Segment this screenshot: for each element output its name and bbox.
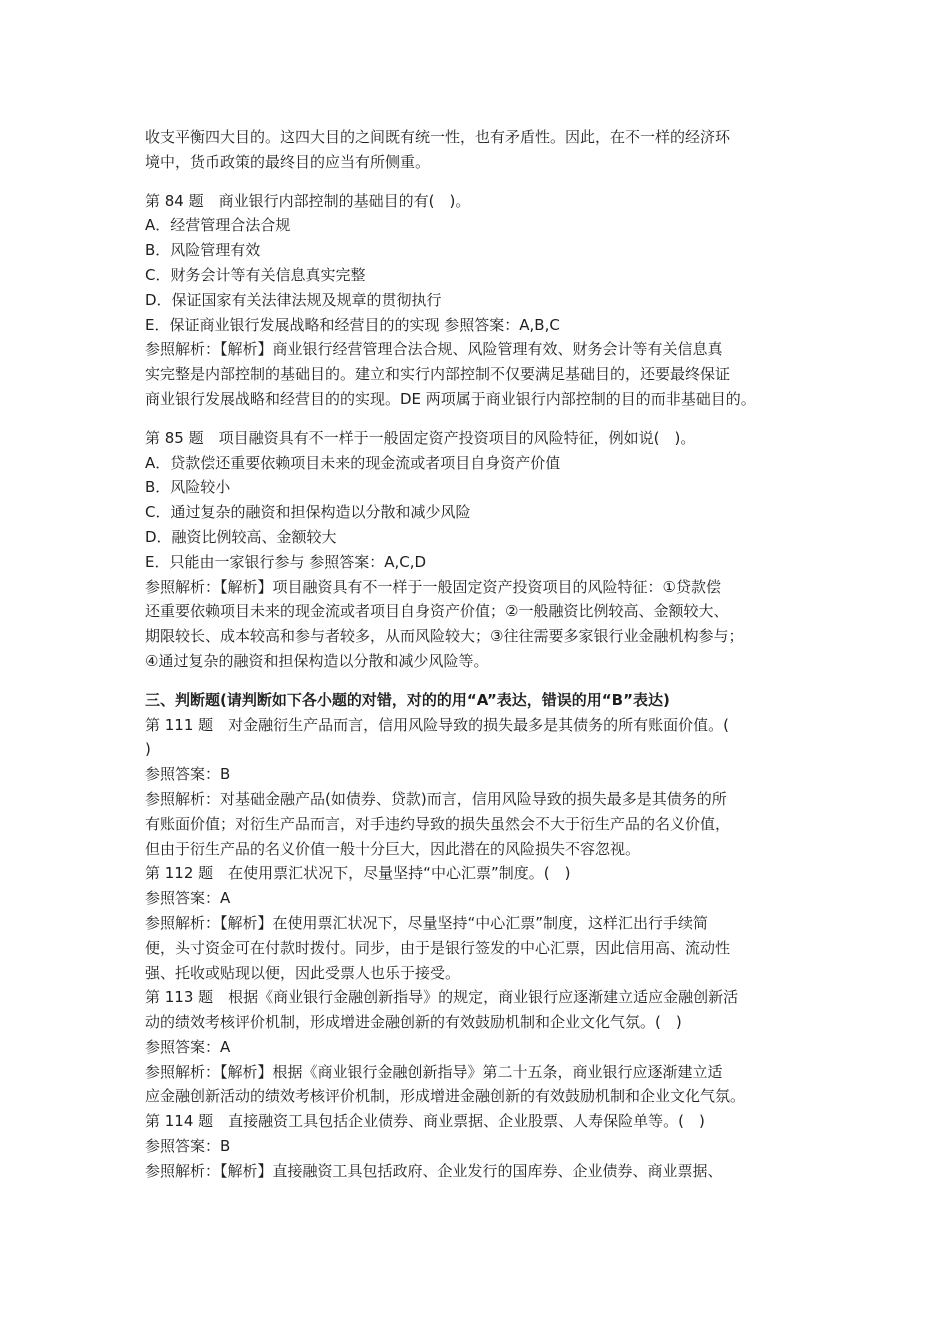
question-114-title: 第 114 题 直接融资工具包括企业债券、商业票据、企业股票、人寿保险单等。( ) [145, 1112, 705, 1131]
question-113-answer: 参照答案：A [145, 1037, 231, 1056]
text-line: 境中，货币政策的最终目的应当有所侧重。 [145, 152, 431, 171]
question-114-analysis: 参照解析：【解析】直接融资工具包括政府、企业发行的国库券、企业债券、商业票据、 [145, 1161, 723, 1180]
question-112-answer: 参照答案：A [145, 889, 231, 908]
document-body [145, 125, 845, 1184]
question-85-analysis: 参照解析：【解析】项目融资具有不一样于一般固定资产投资项目的风险特征：①贷款偿 [145, 577, 721, 596]
question-85-title: 第 85 题 项目融资具有不一样于一般固定资产投资项目的风险特征，例如说( )。 [145, 428, 696, 447]
section-heading: 三、判断题(请判断如下各小题的对错，对的的用“A”表达，错误的用“B”表达) [145, 690, 670, 709]
question-111-answer: 参照答案：B [145, 765, 231, 784]
question-111-title: 第 111 题 对金融衍生产品而言，信用风险导致的损失最多是其债务的所有账面价值。( [145, 715, 730, 734]
question-84-option-c: C．财务会计等有关信息真实完整 [145, 265, 366, 284]
question-112-title: 第 112 题 在使用票汇状况下，尽量坚持“中心汇票”制度。( ) [145, 864, 571, 883]
paragraph-gap [145, 175, 845, 189]
question-84-analysis: 实完整是内部控制的基础目的。建立和实行内部控制不仅要满足基础目的，还要最终保证 [145, 365, 731, 384]
question-84-option-a: A．经营管理合法合规 [145, 216, 291, 235]
question-84-option-b: B．风险管理有效 [145, 241, 261, 260]
question-112-analysis: 参照解析：【解析】在使用票汇状况下，尽量坚持“中心汇票”制度，这样汇出行手续简 [145, 913, 709, 932]
question-85-option-d: D．融资比例较高、金额较大 [145, 527, 337, 546]
question-84-option-d: D．保证国家有关法律法规及规章的贯彻执行 [145, 290, 442, 309]
question-85-option-b: B．风险较小 [145, 478, 231, 497]
question-84-option-e: E．保证商业银行发展战略和经营目的的实现 参照答案：A,B,C [145, 315, 560, 334]
question-111-analysis: 参照解析：对基础金融产品(如债券、贷款)而言，信用风险导致的损失最多是其债务的所 [145, 789, 727, 808]
question-113-analysis: 参照解析：【解析】根据《商业银行金融创新指导》第二十五条，商业银行应逐渐建立适 [145, 1062, 723, 1081]
question-113-title: 动的绩效考核评价机制，形成增进金融创新的有效鼓励机制和企业文化气氛。( ) [145, 1013, 682, 1032]
question-111-analysis: 但由于衍生产品的名义价值一般十分巨大，因此潜在的风险损失不容忽视。 [145, 839, 641, 858]
question-112-analysis: 强、托收或贴现以便，因此受票人也乐于接受。 [145, 963, 461, 982]
paragraph-gap [145, 412, 845, 426]
question-112-analysis: 便，头寸资金可在付款时拨付。同步，由于是银行签发的中心汇票，因此信用高、流动性 [145, 938, 731, 957]
question-114-answer: 参照答案：B [145, 1137, 231, 1156]
question-84-analysis: 参照解析：【解析】商业银行经营管理合法合规、风险管理有效、财务会计等有关信息真 [145, 340, 723, 359]
question-85-analysis: ④通过复杂的融资和担保构造以分散和减少风险等。 [145, 651, 489, 670]
question-85-option-e: E．只能由一家银行参与 参照答案：A,C,D [145, 552, 427, 571]
question-85-option-a: A．贷款偿还重要依赖项目未来的现金流或者项目自身资产价值 [145, 453, 561, 472]
question-84-analysis: 商业银行发展战略和经营目的的实现。DE 两项属于商业银行内部控制的目的而非基础目的。 [145, 389, 756, 408]
question-111-analysis: 有账面价值；对衍生产品而言，对手违约导致的损失虽然会不大于衍生产品的名义价值， [145, 814, 731, 833]
question-113-analysis: 应金融创新活动的绩效考核评价机制，形成增进金融创新的有效鼓励机制和企业文化气氛。 [145, 1087, 746, 1106]
question-113-title: 第 113 题 根据《商业银行金融创新指导》的规定，商业银行应逐渐建立适应金融创新活 [145, 988, 739, 1007]
question-84-title: 第 84 题 商业银行内部控制的基础目的有( )。 [145, 191, 471, 210]
text-line: 收支平衡四大目的。这四大目的之间既有统一性，也有矛盾性。因此，在不一样的经济环 [145, 128, 731, 146]
paragraph-gap [145, 674, 845, 688]
question-85-analysis: 还重要依赖项目未来的现金流或者项目自身资产价值；②一般融资比例较高、金额较大、 [145, 602, 729, 621]
question-85-option-c: C．通过复杂的融资和担保构造以分散和减少风险 [145, 503, 471, 522]
question-111-title: ) [145, 740, 151, 759]
question-85-analysis: 期限较长、成本较高和参与者较多，从而风险较大；③往往需要多家银行业金融机构参与； [145, 627, 744, 646]
